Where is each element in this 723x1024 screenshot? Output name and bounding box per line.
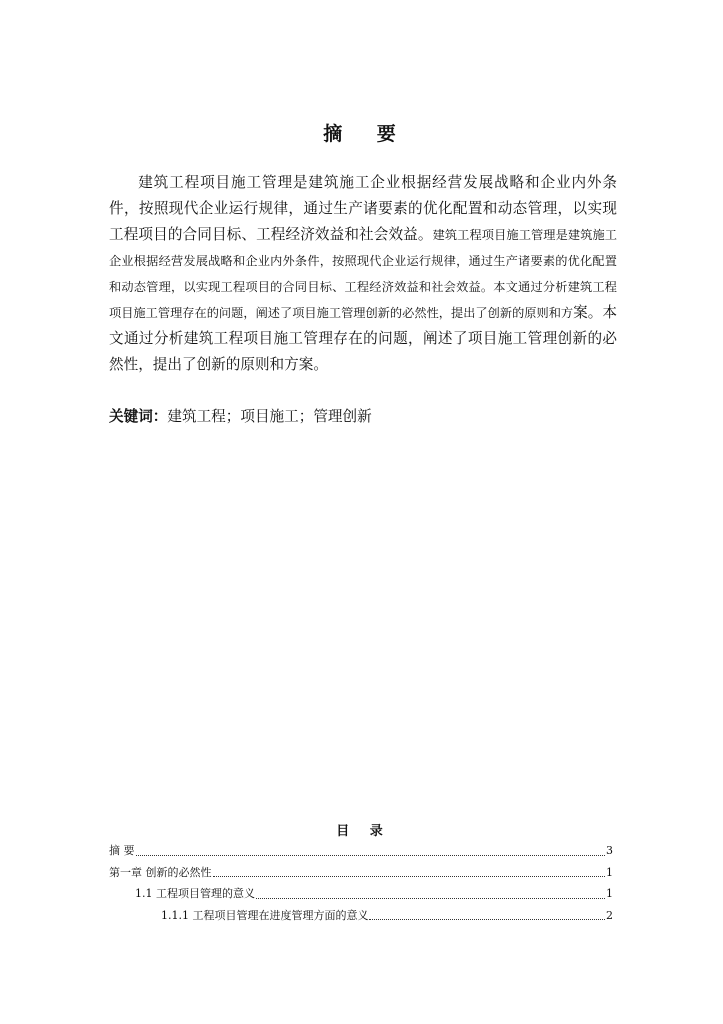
keywords-line — [109, 404, 617, 430]
toc-entry-page: 1 — [606, 865, 613, 879]
toc-leader-dots — [256, 898, 605, 899]
toc-entry-abstract[interactable] — [109, 840, 613, 862]
toc-title: 目 录 — [336, 824, 391, 839]
keywords-value: 建筑工程；项目施工；管理创新 — [167, 408, 372, 425]
toc-entry-section-1-1[interactable] — [109, 883, 613, 905]
toc-leader-dots — [213, 876, 606, 877]
keywords-label: 关键词： — [109, 408, 168, 425]
table-of-contents — [109, 840, 613, 926]
toc-leader-dots — [136, 855, 606, 856]
abstract-text-part2: 建筑工程项目施工管理是建筑施工企业根据经营发展战略和企业内外条件，按照现代企业运行规律，通过生产诸要素的优化配置和动态管理，以实现工程项目的合同目标、工程经济效益和社会效益。本文通过分析建筑工程项目施工管理存在的问题，阐述了项目施工管理创新的必然性，提出了创新的原则和方 — [109, 228, 617, 320]
toc-entry-page: 3 — [606, 844, 613, 857]
toc-entry-section-1-1-1[interactable] — [109, 905, 613, 927]
abstract-paragraph — [109, 170, 617, 378]
toc-entry-label: 1.1.1 工程项目管理在进度管理方面的意义 — [161, 908, 369, 922]
toc-entry-page: 1 — [606, 887, 613, 900]
abstract-text-part3: 案。本文通过分析建筑工程项目施工管理存在的问题，阐述了项目施工管理创新的必然性，提出了创新的原则和方案。 — [109, 304, 617, 373]
abstract-text-part1: 建筑工程项目施工管理是建筑施工企业根据经营发展战略和企业内外条件，按照现代企业运行规律，通过生产诸要素的优化配置和动态管理，以实现工程项目的合同目标、工程经济效益和社会效益。 — [109, 174, 617, 243]
toc-entry-label: 摘 要 — [109, 844, 135, 857]
toc-entry-label: 第一章 创新的必然性 — [109, 865, 212, 879]
abstract-title: 摘 要 — [323, 123, 410, 145]
toc-entry-page: 2 — [606, 908, 613, 922]
toc-entry-chapter1[interactable] — [109, 862, 613, 884]
toc-leader-dots — [369, 919, 605, 920]
toc-entry-label: 1.1 工程项目管理的意义 — [135, 887, 255, 900]
